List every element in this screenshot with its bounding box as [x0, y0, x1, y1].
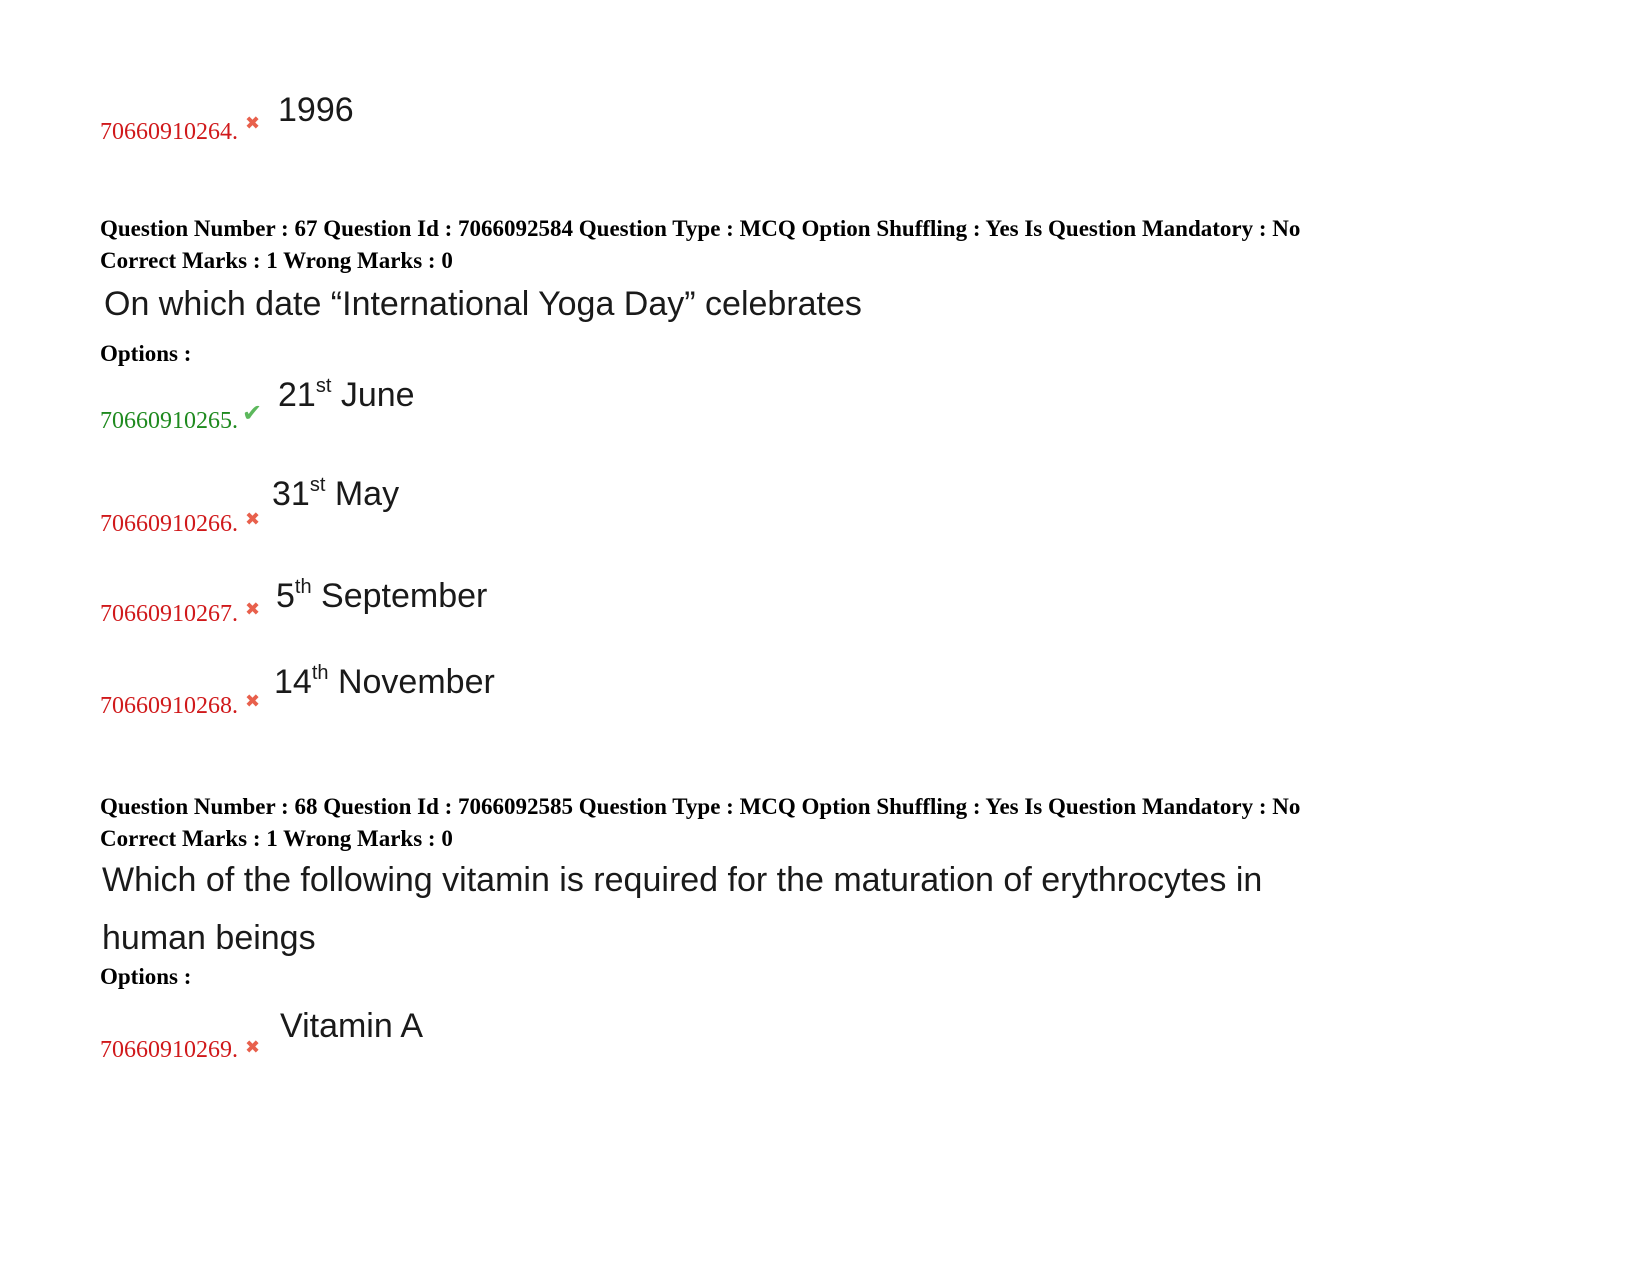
check-icon: ✔: [242, 399, 263, 427]
question-text-continued: human beings: [102, 919, 316, 957]
cross-icon: ✖: [245, 113, 261, 134]
option-text: 31st May: [272, 474, 400, 513]
question-meta: Question Number : 67 Question Id : 7066092584 Question Type : MCQ Option Shuffling : Yes Is Question Mandatory : No: [100, 216, 1301, 241]
option-text: 5th September: [276, 576, 488, 615]
option-text: 1996: [278, 91, 354, 129]
cross-icon: ✖: [245, 599, 261, 620]
options-label: Options :: [100, 964, 192, 989]
option-id: 70660910266.: [100, 511, 238, 537]
options-label: Options :: [100, 341, 192, 366]
option-id: 70660910268.: [100, 693, 238, 719]
option-text: Vitamin A: [280, 1007, 424, 1045]
cross-icon: ✖: [245, 691, 261, 712]
question-text: Which of the following vitamin is required for the maturation of erythrocytes in: [102, 861, 1263, 899]
question-marks: Correct Marks : 1 Wrong Marks : 0: [100, 248, 453, 273]
question-marks: Correct Marks : 1 Wrong Marks : 0: [100, 826, 453, 851]
option-id: 70660910267.: [100, 601, 238, 627]
cross-icon: ✖: [245, 509, 261, 530]
option-id: 70660910269.: [100, 1037, 238, 1063]
question-meta: Question Number : 68 Question Id : 7066092585 Question Type : MCQ Option Shuffling : Yes Is Question Mandatory : No: [100, 794, 1301, 819]
question-text: On which date “International Yoga Day” celebrates: [104, 285, 862, 323]
cross-icon: ✖: [245, 1037, 261, 1058]
option-text: 21st June: [278, 375, 415, 414]
option-id: 70660910264.: [100, 119, 238, 145]
option-id: 70660910265.: [100, 408, 238, 434]
option-text: 14th November: [274, 662, 495, 701]
